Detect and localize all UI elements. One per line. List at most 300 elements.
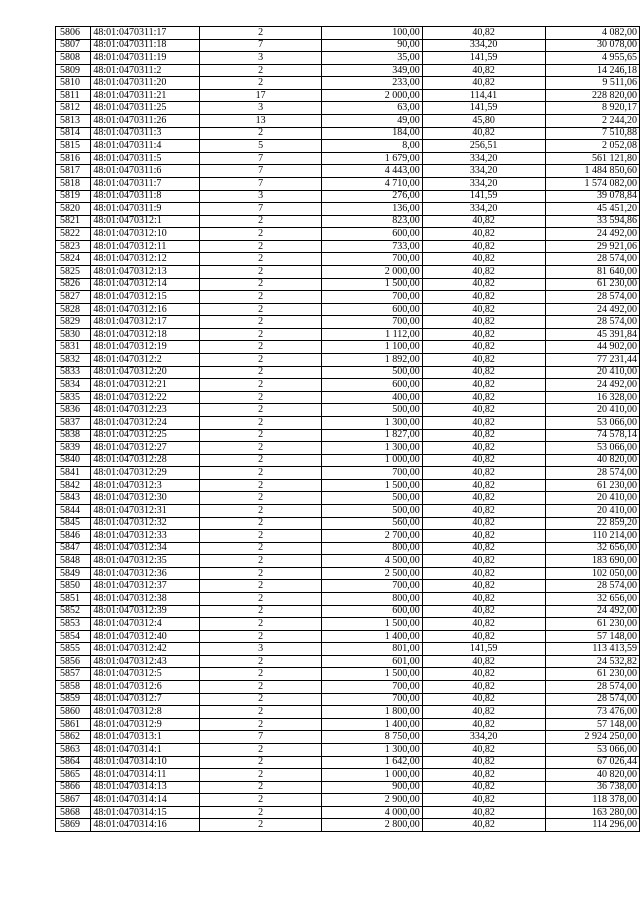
specific-value-cell: 40,82 (422, 328, 545, 341)
table-row (56, 240, 640, 253)
cadastral-value-cell: 24 492,00 (545, 228, 640, 241)
table-row (56, 618, 640, 631)
cadastral-number-cell: 48:01:0470312:2 (91, 354, 200, 367)
row-number-cell: 5859 (56, 693, 91, 706)
table-row (56, 278, 640, 291)
cadastral-value-cell: 24 532,82 (545, 655, 640, 668)
cadastral-value-cell: 110 214,00 (545, 530, 640, 543)
table-row (56, 416, 640, 429)
group-code-cell: 7 (200, 731, 322, 744)
cadastral-number-cell: 48:01:0470311:2 (91, 64, 200, 77)
cadastral-number-cell: 48:01:0470312:42 (91, 643, 200, 656)
group-code-cell: 3 (200, 52, 322, 65)
cadastral-value-cell: 61 230,00 (545, 278, 640, 291)
group-code-cell: 2 (200, 265, 322, 278)
group-code-cell: 2 (200, 781, 322, 794)
table-row (56, 693, 640, 706)
table-body (56, 27, 640, 832)
group-code-cell: 2 (200, 706, 322, 719)
row-number-cell: 5834 (56, 379, 91, 392)
row-number-cell: 5808 (56, 52, 91, 65)
group-code-cell: 2 (200, 806, 322, 819)
area-cell: 35,00 (321, 52, 422, 65)
area-cell: 500,00 (321, 366, 422, 379)
row-number-cell: 5839 (56, 442, 91, 455)
specific-value-cell: 40,82 (422, 542, 545, 555)
area-cell: 1 000,00 (321, 454, 422, 467)
cadastral-value-cell: 20 410,00 (545, 492, 640, 505)
area-cell: 2 900,00 (321, 794, 422, 807)
table-row (56, 681, 640, 694)
group-code-cell: 2 (200, 64, 322, 77)
row-number-cell: 5848 (56, 555, 91, 568)
specific-value-cell: 40,82 (422, 479, 545, 492)
group-code-cell: 2 (200, 530, 322, 543)
area-cell: 1 500,00 (321, 618, 422, 631)
area-cell: 276,00 (321, 190, 422, 203)
row-number-cell: 5832 (56, 354, 91, 367)
specific-value-cell: 40,82 (422, 64, 545, 77)
cadastral-value-cell: 28 574,00 (545, 693, 640, 706)
area-cell: 1 500,00 (321, 479, 422, 492)
table-row (56, 593, 640, 606)
cadastral-value-cell: 73 476,00 (545, 706, 640, 719)
group-code-cell: 2 (200, 454, 322, 467)
specific-value-cell: 40,82 (422, 391, 545, 404)
row-number-cell: 5828 (56, 303, 91, 316)
row-number-cell: 5865 (56, 769, 91, 782)
specific-value-cell: 40,82 (422, 806, 545, 819)
area-cell: 1 112,00 (321, 328, 422, 341)
area-cell: 601,00 (321, 655, 422, 668)
row-number-cell: 5855 (56, 643, 91, 656)
area-cell: 1 800,00 (321, 706, 422, 719)
group-code-cell: 2 (200, 655, 322, 668)
cadastral-value-cell: 29 921,06 (545, 240, 640, 253)
group-code-cell: 3 (200, 643, 322, 656)
row-number-cell: 5863 (56, 743, 91, 756)
cadastral-number-cell: 48:01:0470312:14 (91, 278, 200, 291)
cadastral-number-cell: 48:01:0470312:9 (91, 718, 200, 731)
row-number-cell: 5858 (56, 681, 91, 694)
area-cell: 700,00 (321, 693, 422, 706)
row-number-cell: 5869 (56, 819, 91, 832)
cadastral-number-cell: 48:01:0470312:27 (91, 442, 200, 455)
specific-value-cell: 40,82 (422, 27, 545, 40)
group-code-cell: 2 (200, 291, 322, 304)
group-code-cell: 2 (200, 567, 322, 580)
group-code-cell: 2 (200, 593, 322, 606)
area-cell: 4 443,00 (321, 165, 422, 178)
specific-value-cell: 40,82 (422, 379, 545, 392)
row-number-cell: 5860 (56, 706, 91, 719)
cadastral-value-cell: 61 230,00 (545, 668, 640, 681)
row-number-cell: 5866 (56, 781, 91, 794)
cadastral-value-cell: 32 656,00 (545, 542, 640, 555)
cadastral-value-cell: 28 574,00 (545, 316, 640, 329)
cadastral-number-cell: 48:01:0470312:18 (91, 328, 200, 341)
cadastral-number-cell: 48:01:0470312:17 (91, 316, 200, 329)
specific-value-cell: 40,82 (422, 769, 545, 782)
specific-value-cell: 40,82 (422, 228, 545, 241)
table-row (56, 253, 640, 266)
table-row (56, 605, 640, 618)
area-cell: 733,00 (321, 240, 422, 253)
row-number-cell: 5850 (56, 580, 91, 593)
table-row (56, 718, 640, 731)
group-code-cell: 2 (200, 316, 322, 329)
cadastral-number-cell: 48:01:0470312:28 (91, 454, 200, 467)
cadastral-number-cell: 48:01:0470312:3 (91, 479, 200, 492)
cadastral-number-cell: 48:01:0470311:5 (91, 152, 200, 165)
row-number-cell: 5826 (56, 278, 91, 291)
area-cell: 90,00 (321, 39, 422, 52)
group-code-cell: 2 (200, 479, 322, 492)
group-code-cell: 2 (200, 366, 322, 379)
group-code-cell: 3 (200, 190, 322, 203)
cadastral-value-cell: 20 410,00 (545, 504, 640, 517)
cadastral-value-cell: 57 148,00 (545, 630, 640, 643)
area-cell: 500,00 (321, 504, 422, 517)
cadastral-value-cell: 28 574,00 (545, 253, 640, 266)
row-number-cell: 5838 (56, 429, 91, 442)
specific-value-cell: 40,82 (422, 354, 545, 367)
group-code-cell: 2 (200, 228, 322, 241)
cadastral-number-cell: 48:01:0470312:32 (91, 517, 200, 530)
specific-value-cell: 40,82 (422, 253, 545, 266)
specific-value-cell: 40,82 (422, 555, 545, 568)
cadastral-number-cell: 48:01:0470312:30 (91, 492, 200, 505)
table-row (56, 165, 640, 178)
cadastral-number-cell: 48:01:0470312:39 (91, 605, 200, 618)
cadastral-number-cell: 48:01:0470312:21 (91, 379, 200, 392)
cadastral-value-cell: 77 231,44 (545, 354, 640, 367)
area-cell: 2 800,00 (321, 819, 422, 832)
table-row (56, 668, 640, 681)
area-cell: 4 000,00 (321, 806, 422, 819)
area-cell: 900,00 (321, 781, 422, 794)
cadastral-number-cell: 48:01:0470311:4 (91, 140, 200, 153)
group-code-cell: 2 (200, 354, 322, 367)
cadastral-value-cell: 8 920,17 (545, 102, 640, 115)
group-code-cell: 2 (200, 492, 322, 505)
cadastral-value-cell: 20 410,00 (545, 366, 640, 379)
row-number-cell: 5811 (56, 89, 91, 102)
table-row (56, 391, 640, 404)
cadastral-value-cell: 24 492,00 (545, 379, 640, 392)
row-number-cell: 5833 (56, 366, 91, 379)
cadastral-value-cell: 53 066,00 (545, 416, 640, 429)
area-cell: 1 827,00 (321, 429, 422, 442)
cadastral-number-cell: 48:01:0470312:35 (91, 555, 200, 568)
row-number-cell: 5822 (56, 228, 91, 241)
table-row (56, 567, 640, 580)
cadastral-value-cell: 74 578,14 (545, 429, 640, 442)
table-row (56, 517, 640, 530)
cadastral-number-cell: 48:01:0470311:21 (91, 89, 200, 102)
specific-value-cell: 40,82 (422, 605, 545, 618)
area-cell: 1 500,00 (321, 278, 422, 291)
row-number-cell: 5852 (56, 605, 91, 618)
specific-value-cell: 141,59 (422, 102, 545, 115)
area-cell: 600,00 (321, 303, 422, 316)
group-code-cell: 7 (200, 39, 322, 52)
cadastral-number-cell: 48:01:0470312:7 (91, 693, 200, 706)
specific-value-cell: 40,82 (422, 429, 545, 442)
area-cell: 1 892,00 (321, 354, 422, 367)
specific-value-cell: 40,82 (422, 593, 545, 606)
table-row (56, 177, 640, 190)
specific-value-cell: 40,82 (422, 291, 545, 304)
table-row (56, 140, 640, 153)
group-code-cell: 2 (200, 819, 322, 832)
cadastral-value-cell: 20 410,00 (545, 404, 640, 417)
row-number-cell: 5849 (56, 567, 91, 580)
cadastral-value-cell: 28 574,00 (545, 291, 640, 304)
specific-value-cell: 40,82 (422, 416, 545, 429)
table-row (56, 467, 640, 480)
cadastral-number-cell: 48:01:0470311:9 (91, 203, 200, 216)
table-row (56, 404, 640, 417)
group-code-cell: 7 (200, 177, 322, 190)
cadastral-number-cell: 48:01:0470311:3 (91, 127, 200, 140)
group-code-cell: 2 (200, 240, 322, 253)
specific-value-cell: 40,82 (422, 278, 545, 291)
specific-value-cell: 114,41 (422, 89, 545, 102)
row-number-cell: 5843 (56, 492, 91, 505)
specific-value-cell: 40,82 (422, 504, 545, 517)
specific-value-cell: 40,82 (422, 215, 545, 228)
cadastral-value-cell: 1 484 850,60 (545, 165, 640, 178)
table-row (56, 203, 640, 216)
cadastral-number-cell: 48:01:0470311:8 (91, 190, 200, 203)
cadastral-value-cell: 40 820,00 (545, 454, 640, 467)
area-cell: 49,00 (321, 115, 422, 128)
row-number-cell: 5825 (56, 265, 91, 278)
area-cell: 1 400,00 (321, 630, 422, 643)
specific-value-cell: 40,82 (422, 265, 545, 278)
group-code-cell: 2 (200, 215, 322, 228)
specific-value-cell: 40,82 (422, 706, 545, 719)
area-cell: 823,00 (321, 215, 422, 228)
table-row (56, 215, 640, 228)
table-row (56, 504, 640, 517)
row-number-cell: 5818 (56, 177, 91, 190)
specific-value-cell: 40,82 (422, 303, 545, 316)
cadastral-number-cell: 48:01:0470312:23 (91, 404, 200, 417)
table-row (56, 64, 640, 77)
table-row (56, 265, 640, 278)
row-number-cell: 5819 (56, 190, 91, 203)
table-row (56, 479, 640, 492)
row-number-cell: 5861 (56, 718, 91, 731)
specific-value-cell: 40,82 (422, 718, 545, 731)
specific-value-cell: 40,82 (422, 517, 545, 530)
row-number-cell: 5868 (56, 806, 91, 819)
cadastral-value-cell: 183 690,00 (545, 555, 640, 568)
table-row (56, 781, 640, 794)
row-number-cell: 5815 (56, 140, 91, 153)
group-code-cell: 2 (200, 693, 322, 706)
area-cell: 700,00 (321, 291, 422, 304)
cadastral-number-cell: 48:01:0470313:1 (91, 731, 200, 744)
group-code-cell: 2 (200, 718, 322, 731)
group-code-cell: 2 (200, 555, 322, 568)
cadastral-value-cell: 14 246,18 (545, 64, 640, 77)
cadastral-value-cell: 36 738,00 (545, 781, 640, 794)
cadastral-number-cell: 48:01:0470312:43 (91, 655, 200, 668)
area-cell: 184,00 (321, 127, 422, 140)
cadastral-number-cell: 48:01:0470312:33 (91, 530, 200, 543)
group-code-cell: 3 (200, 102, 322, 115)
specific-value-cell: 334,20 (422, 152, 545, 165)
specific-value-cell: 334,20 (422, 165, 545, 178)
cadastral-number-cell: 48:01:0470314:1 (91, 743, 200, 756)
table-row (56, 769, 640, 782)
cadastral-number-cell: 48:01:0470312:24 (91, 416, 200, 429)
group-code-cell: 2 (200, 278, 322, 291)
row-number-cell: 5842 (56, 479, 91, 492)
cadastral-value-cell: 114 296,00 (545, 819, 640, 832)
cadastral-number-cell: 48:01:0470311:17 (91, 27, 200, 40)
table-row (56, 291, 640, 304)
cadastral-value-cell: 7 510,88 (545, 127, 640, 140)
specific-value-cell: 40,82 (422, 404, 545, 417)
group-code-cell: 2 (200, 618, 322, 631)
area-cell: 700,00 (321, 681, 422, 694)
cadastral-number-cell: 48:01:0470314:10 (91, 756, 200, 769)
cadastral-number-cell: 48:01:0470311:6 (91, 165, 200, 178)
area-cell: 136,00 (321, 203, 422, 216)
area-cell: 349,00 (321, 64, 422, 77)
group-code-cell: 2 (200, 743, 322, 756)
cadastral-number-cell: 48:01:0470312:20 (91, 366, 200, 379)
cadastral-value-cell: 44 902,00 (545, 341, 640, 354)
group-code-cell: 2 (200, 794, 322, 807)
row-number-cell: 5867 (56, 794, 91, 807)
specific-value-cell: 40,82 (422, 794, 545, 807)
group-code-cell: 2 (200, 77, 322, 90)
group-code-cell: 2 (200, 328, 322, 341)
group-code-cell: 2 (200, 127, 322, 140)
table-row (56, 542, 640, 555)
specific-value-cell: 40,82 (422, 819, 545, 832)
row-number-cell: 5846 (56, 530, 91, 543)
cadastral-number-cell: 48:01:0470312:12 (91, 253, 200, 266)
cadastral-number-cell: 48:01:0470312:19 (91, 341, 200, 354)
group-code-cell: 2 (200, 467, 322, 480)
row-number-cell: 5807 (56, 39, 91, 52)
cadastral-value-cell: 113 413,59 (545, 643, 640, 656)
cadastral-value-cell: 81 640,00 (545, 265, 640, 278)
table-row (56, 743, 640, 756)
cadastral-value-cell: 2 052,08 (545, 140, 640, 153)
row-number-cell: 5853 (56, 618, 91, 631)
cadastral-number-cell: 48:01:0470312:34 (91, 542, 200, 555)
cadastral-value-cell: 4 082,00 (545, 27, 640, 40)
cadastral-value-cell: 39 078,84 (545, 190, 640, 203)
cadastral-number-cell: 48:01:0470311:7 (91, 177, 200, 190)
group-code-cell: 17 (200, 89, 322, 102)
group-code-cell: 2 (200, 303, 322, 316)
table-row (56, 731, 640, 744)
group-code-cell: 2 (200, 341, 322, 354)
table-row (56, 806, 640, 819)
row-number-cell: 5814 (56, 127, 91, 140)
group-code-cell: 7 (200, 152, 322, 165)
cadastral-number-cell: 48:01:0470312:6 (91, 681, 200, 694)
area-cell: 800,00 (321, 593, 422, 606)
area-cell: 700,00 (321, 253, 422, 266)
table-row (56, 643, 640, 656)
cadastral-number-cell: 48:01:0470312:38 (91, 593, 200, 606)
specific-value-cell: 40,82 (422, 127, 545, 140)
cadastral-value-cell: 57 148,00 (545, 718, 640, 731)
specific-value-cell: 40,82 (422, 630, 545, 643)
cadastral-number-cell: 48:01:0470314:16 (91, 819, 200, 832)
table-row (56, 706, 640, 719)
table-row (56, 442, 640, 455)
group-code-cell: 2 (200, 27, 322, 40)
cadastral-value-cell: 28 574,00 (545, 467, 640, 480)
specific-value-cell: 40,82 (422, 743, 545, 756)
specific-value-cell: 40,82 (422, 316, 545, 329)
area-cell: 2 000,00 (321, 265, 422, 278)
specific-value-cell: 40,82 (422, 467, 545, 480)
area-cell: 600,00 (321, 228, 422, 241)
cadastral-number-cell: 48:01:0470312:37 (91, 580, 200, 593)
group-code-cell: 2 (200, 504, 322, 517)
cadastral-number-cell: 48:01:0470312:8 (91, 706, 200, 719)
area-cell: 560,00 (321, 517, 422, 530)
cadastral-value-cell: 2 924 250,00 (545, 731, 640, 744)
specific-value-cell: 334,20 (422, 39, 545, 52)
cadastral-number-cell: 48:01:0470312:31 (91, 504, 200, 517)
row-number-cell: 5824 (56, 253, 91, 266)
row-number-cell: 5812 (56, 102, 91, 115)
area-cell: 700,00 (321, 580, 422, 593)
area-cell: 1 300,00 (321, 743, 422, 756)
area-cell: 700,00 (321, 316, 422, 329)
cadastral-value-cell: 32 656,00 (545, 593, 640, 606)
specific-value-cell: 40,82 (422, 693, 545, 706)
specific-value-cell: 40,82 (422, 454, 545, 467)
cadastral-number-cell: 48:01:0470314:11 (91, 769, 200, 782)
area-cell: 233,00 (321, 77, 422, 90)
row-number-cell: 5841 (56, 467, 91, 480)
row-number-cell: 5862 (56, 731, 91, 744)
cadastral-number-cell: 48:01:0470312:22 (91, 391, 200, 404)
table-row (56, 819, 640, 832)
table-row (56, 228, 640, 241)
specific-value-cell: 40,82 (422, 442, 545, 455)
cadastral-number-cell: 48:01:0470312:1 (91, 215, 200, 228)
cadastral-value-cell: 4 955,65 (545, 52, 640, 65)
cadastral-number-cell: 48:01:0470312:16 (91, 303, 200, 316)
specific-value-cell: 40,82 (422, 77, 545, 90)
cadastral-value-cell: 16 328,00 (545, 391, 640, 404)
cadastral-value-cell: 45 451,20 (545, 203, 640, 216)
row-number-cell: 5806 (56, 27, 91, 40)
cadastral-value-cell: 61 230,00 (545, 618, 640, 631)
area-cell: 600,00 (321, 605, 422, 618)
group-code-cell: 2 (200, 416, 322, 429)
specific-value-cell: 40,82 (422, 567, 545, 580)
cadastral-number-cell: 48:01:0470314:13 (91, 781, 200, 794)
row-number-cell: 5813 (56, 115, 91, 128)
group-code-cell: 2 (200, 517, 322, 530)
group-code-cell: 2 (200, 442, 322, 455)
